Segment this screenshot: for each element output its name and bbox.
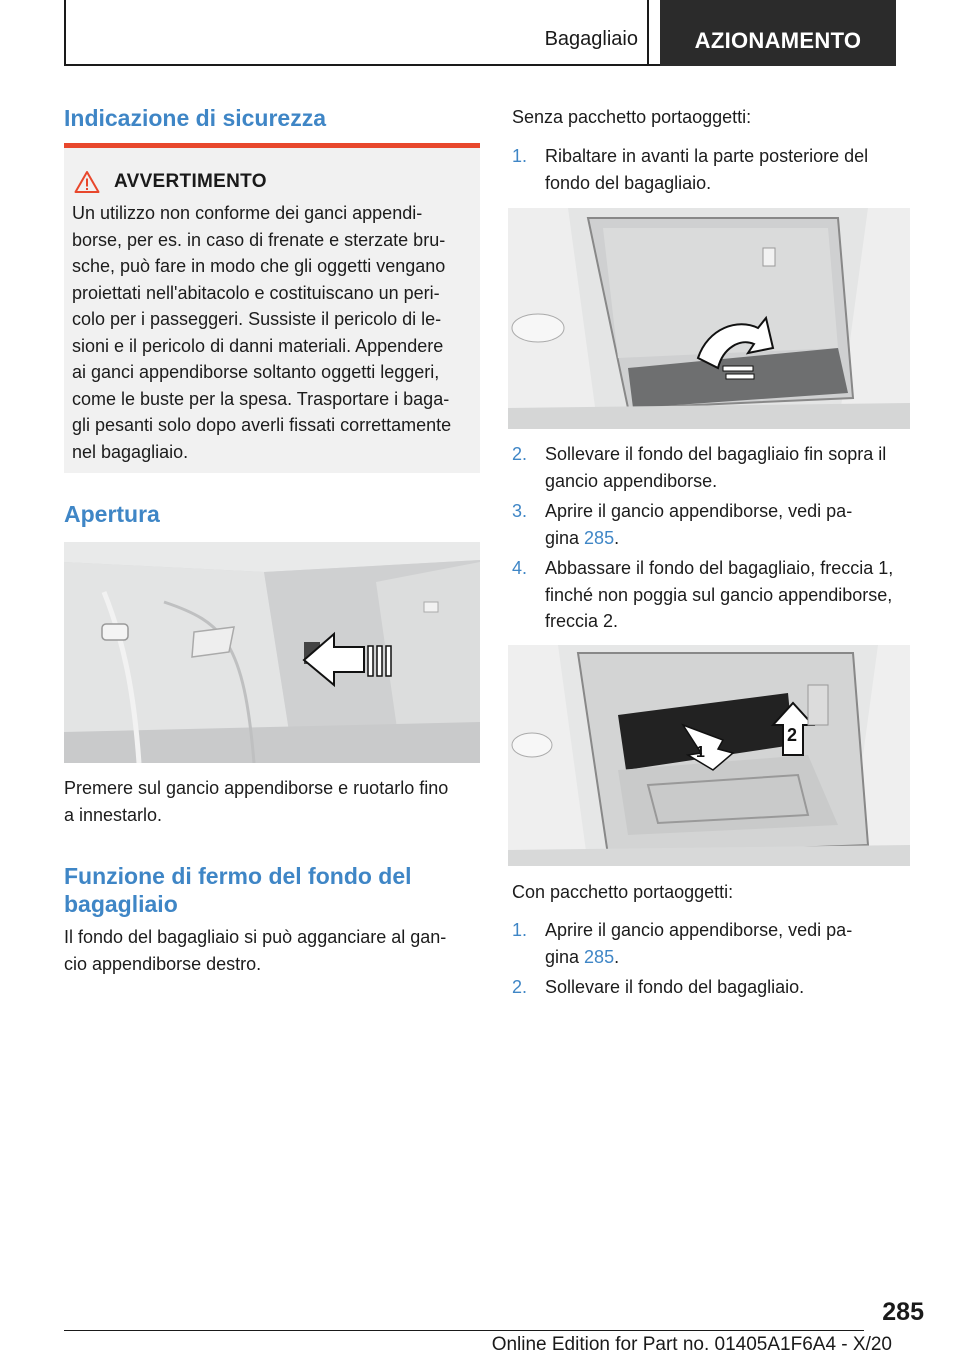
- step-number: 2.: [512, 444, 528, 464]
- trunk-fold-drawing: [508, 208, 910, 429]
- warning-line: Un utilizzo non conforme dei ganci appendi-: [72, 203, 423, 223]
- step-line: Sollevare il fondo del bagagliaio fin sopra il: [545, 444, 887, 464]
- step-line: Ribaltare in avanti la parte posteriore del: [545, 146, 869, 166]
- trunk-lower-drawing: [508, 645, 910, 866]
- step-without-4: [512, 555, 910, 635]
- step-number: 1.: [512, 146, 528, 166]
- opening-heading: Apertura: [64, 501, 160, 527]
- step-line: Aprire il gancio appendiborse, vedi pa-: [545, 501, 853, 521]
- page-reference-link[interactable]: 285: [584, 527, 615, 548]
- chapter-title: AZIONAMENTO: [694, 28, 862, 53]
- warning-line: ai ganci appendiborse soltanto oggetti leggeri,: [72, 362, 440, 382]
- warning-line: come le buste per la spesa. Trasportare i baga-: [72, 388, 450, 409]
- opening-line: Premere sul gancio appendiborse e ruotarlo fino: [64, 778, 449, 798]
- without-label: Senza pacchetto portaoggetti:: [512, 107, 752, 127]
- step-line: Abbassare il fondo del bagagliaio, freccia 1,: [545, 558, 894, 578]
- header-left-rule: [64, 0, 66, 66]
- page-reference-link[interactable]: 285: [584, 946, 615, 967]
- step-line: gancio appendiborse.: [545, 470, 718, 491]
- floor-heading-line: Funzione di fermo del fondo del: [64, 863, 412, 889]
- step-line: gina: [545, 946, 585, 967]
- hook-illustration: [64, 542, 480, 763]
- step-with-1: [512, 917, 910, 970]
- warning-line: sioni e il pericolo di danni materiali. Appendere: [72, 335, 444, 356]
- step-line: gina: [545, 527, 585, 548]
- warning-line: nel bagagliaio.: [72, 441, 189, 462]
- step-number: 1.: [512, 920, 528, 940]
- step-number: 2.: [512, 977, 528, 997]
- chapter-tab: [660, 0, 896, 66]
- opening-text: [64, 775, 480, 828]
- trunk-lower-illustration: [508, 645, 910, 866]
- step-line: freccia 2.: [545, 611, 619, 631]
- step-suffix: .: [614, 946, 620, 967]
- warning-line: borse, per es. in caso di frenate e sterzate bru-: [72, 229, 446, 250]
- step-number: 3.: [512, 501, 528, 521]
- step-line: fondo del bagagliaio.: [545, 172, 712, 193]
- arrow-label-1: 1: [696, 744, 705, 761]
- edition-note: Online Edition for Part no. 01405A1F6A4 - X/20: [491, 1334, 892, 1355]
- floor-heading: [64, 862, 412, 918]
- warning-line: colo per i passeggeri. Sussiste il pericolo di le-: [72, 309, 442, 329]
- warning-title: AVVERTIMENTO: [114, 171, 267, 192]
- warning-header: [74, 170, 267, 194]
- floor-heading-line: bagagliaio: [64, 891, 178, 917]
- floor-line: cio appendiborse destro.: [64, 953, 262, 974]
- step-without-2: [512, 441, 910, 494]
- trunk-fold-illustration: [508, 208, 910, 429]
- floor-line: Il fondo del bagagliaio si può agganciare al gan-: [64, 927, 447, 947]
- header-divider: [647, 0, 649, 66]
- arrow-label-2: 2: [787, 725, 798, 745]
- step-without-3: [512, 498, 910, 551]
- warning-triangle-icon: [74, 170, 100, 194]
- warning-line: gli pesanti solo dopo averli fissati correttamente: [72, 415, 452, 435]
- footer-rule: [64, 1330, 864, 1331]
- warning-line: proiettati nell'abitacolo e costituiscano un peri-: [72, 282, 440, 303]
- warning-line: sche, può fare in modo che gli oggetti vengano: [72, 256, 446, 276]
- section-title: Bagagliaio: [544, 28, 638, 50]
- step-line: finché non poggia sul gancio appendiborse,: [545, 584, 893, 605]
- step-without-1: [512, 143, 910, 196]
- step-with-2: [512, 974, 910, 1001]
- step-number: 4.: [512, 558, 528, 578]
- step-line: Sollevare il fondo del bagagliaio.: [545, 977, 805, 997]
- page-number: 285: [882, 1298, 924, 1326]
- step-suffix: .: [614, 527, 620, 548]
- step-line: Aprire il gancio appendiborse, vedi pa-: [545, 920, 853, 940]
- safety-heading: Indicazione di sicurezza: [64, 105, 327, 131]
- warning-text: [72, 200, 476, 465]
- opening-line: a innestarlo.: [64, 804, 163, 825]
- hook-drawing: [64, 542, 480, 763]
- with-label: Con pacchetto portaoggetti:: [512, 882, 734, 902]
- floor-text: [64, 924, 480, 977]
